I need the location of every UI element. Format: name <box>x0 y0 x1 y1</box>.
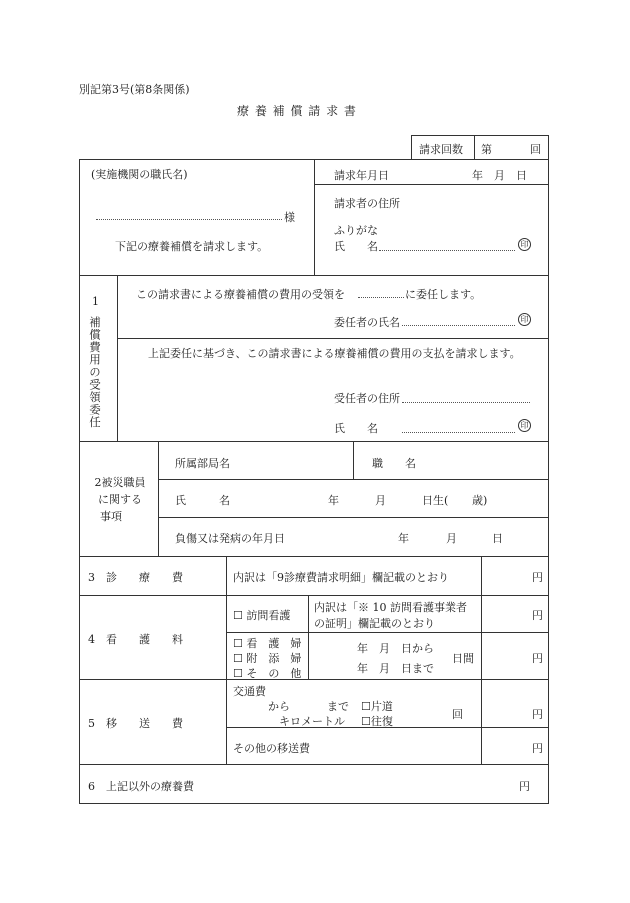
trustee-address-field[interactable] <box>402 402 530 403</box>
delegate-text-a: この請求書による療養補償の費用の受領を <box>136 288 345 301</box>
sec2-label-1: 2被災職員 <box>94 476 146 489</box>
employee-name-label: 氏 名 <box>175 494 230 507</box>
sec2-label-3: 事項 <box>100 510 122 523</box>
sec3-detail: 内訳は「9診療費請求明細」欄記載のとおり <box>233 571 449 584</box>
request-date-label: 請求年月日 <box>334 169 389 182</box>
visit-detail-line1: 内訳は「※ 10 訪問看護事業者 <box>314 601 467 614</box>
sama-suffix: 様 <box>284 211 295 224</box>
delegator-name-field[interactable] <box>402 325 515 326</box>
form-reference: 別記第3号(第8条関係) <box>79 83 190 96</box>
trustee-name-field[interactable] <box>402 432 515 433</box>
sec4-label: 4 看 護 料 <box>88 633 183 646</box>
trustee-name-label: 氏 名 <box>334 422 378 435</box>
trustee-request-text: 上記委任に基づき、この請求書による療養補償の費用の支払を請求します。 <box>148 347 521 360</box>
nurse-checkbox[interactable]: ☐ 看 護 婦 <box>233 637 302 650</box>
birth-month: 月 <box>375 494 386 507</box>
sec6-label: 6 上記以外の療養費 <box>88 780 194 793</box>
claimant-name-label: 氏 名 <box>334 240 378 253</box>
attendant-checkbox[interactable]: ☐ 附 添 婦 <box>233 652 302 665</box>
injury-date-label: 負傷又は発病の年月日 <box>175 532 285 545</box>
claim-count-label: 請求回数 <box>419 143 463 156</box>
other-transport-label: その他の移送費 <box>233 742 310 755</box>
other-checkbox[interactable]: ☐ そ の 他 <box>233 667 302 680</box>
seal-mark: 印 <box>518 238 531 251</box>
claimant-name-field[interactable] <box>379 250 515 251</box>
injury-month: 月 <box>446 532 457 545</box>
km-label: キロメートル <box>279 715 345 728</box>
seal-mark: 印 <box>518 419 531 432</box>
sec4-unit-1: 円 <box>532 609 543 622</box>
transport-label: 交通費 <box>233 685 266 698</box>
sec5-unit-2: 円 <box>532 742 543 755</box>
sec2-label-2: に関する <box>98 493 142 506</box>
sec1-vertical-label: 補償費用の受領委任 <box>88 316 102 429</box>
sec3-label: 3 診 療 費 <box>88 571 183 584</box>
injury-year: 年 <box>398 532 409 545</box>
sec4-unit-2: 円 <box>532 652 543 665</box>
times-label: 回 <box>452 708 463 721</box>
days-label: 日間 <box>452 652 474 665</box>
visit-detail-line2: の証明」欄記載のとおり <box>314 617 435 630</box>
claim-count-prefix: 第 <box>481 143 492 156</box>
sec5-label: 5 移 送 費 <box>88 717 183 730</box>
org-name-field[interactable] <box>96 219 282 220</box>
injury-day: 日 <box>492 532 503 545</box>
sec1-number: 1 <box>92 295 99 308</box>
seal-mark: 印 <box>518 313 531 326</box>
birth-day: 日生( <box>422 494 449 507</box>
furigana-label: ふりがな <box>334 224 378 237</box>
form-title: 療 養 補 償 請 求 書 <box>237 104 357 118</box>
sec3-unit: 円 <box>532 571 543 584</box>
delegate-target-field[interactable] <box>358 297 404 298</box>
delegator-name-label: 委任者の氏名 <box>334 316 400 329</box>
sec5-unit-1: 円 <box>532 708 543 721</box>
transport-to: まで <box>327 700 349 713</box>
request-date-units: 年 月 日 <box>472 169 527 182</box>
sec6-unit: 円 <box>519 780 530 793</box>
claim-count-suffix: 回 <box>530 143 541 156</box>
period-to: 年 月 日まで <box>357 662 434 675</box>
transport-from: から <box>268 700 290 713</box>
request-text: 下記の療養補償を請求します。 <box>115 240 269 253</box>
age: 歳) <box>472 494 488 507</box>
period-from: 年 月 日から <box>357 642 434 655</box>
one-way-checkbox[interactable]: ☐片道 <box>361 700 393 713</box>
position-label: 職 名 <box>372 457 416 470</box>
birth-year: 年 <box>328 494 339 507</box>
org-label: (実施機関の職氏名) <box>91 168 188 181</box>
dept-label: 所属部局名 <box>175 457 230 470</box>
delegate-text-b: に委任します。 <box>405 288 482 301</box>
trustee-address-label: 受任者の住所 <box>334 392 400 405</box>
claimant-address-label: 請求者の住所 <box>334 197 400 210</box>
round-trip-checkbox[interactable]: ☐往復 <box>361 715 393 728</box>
visit-nursing-checkbox[interactable]: ☐ 訪問看護 <box>233 609 291 622</box>
